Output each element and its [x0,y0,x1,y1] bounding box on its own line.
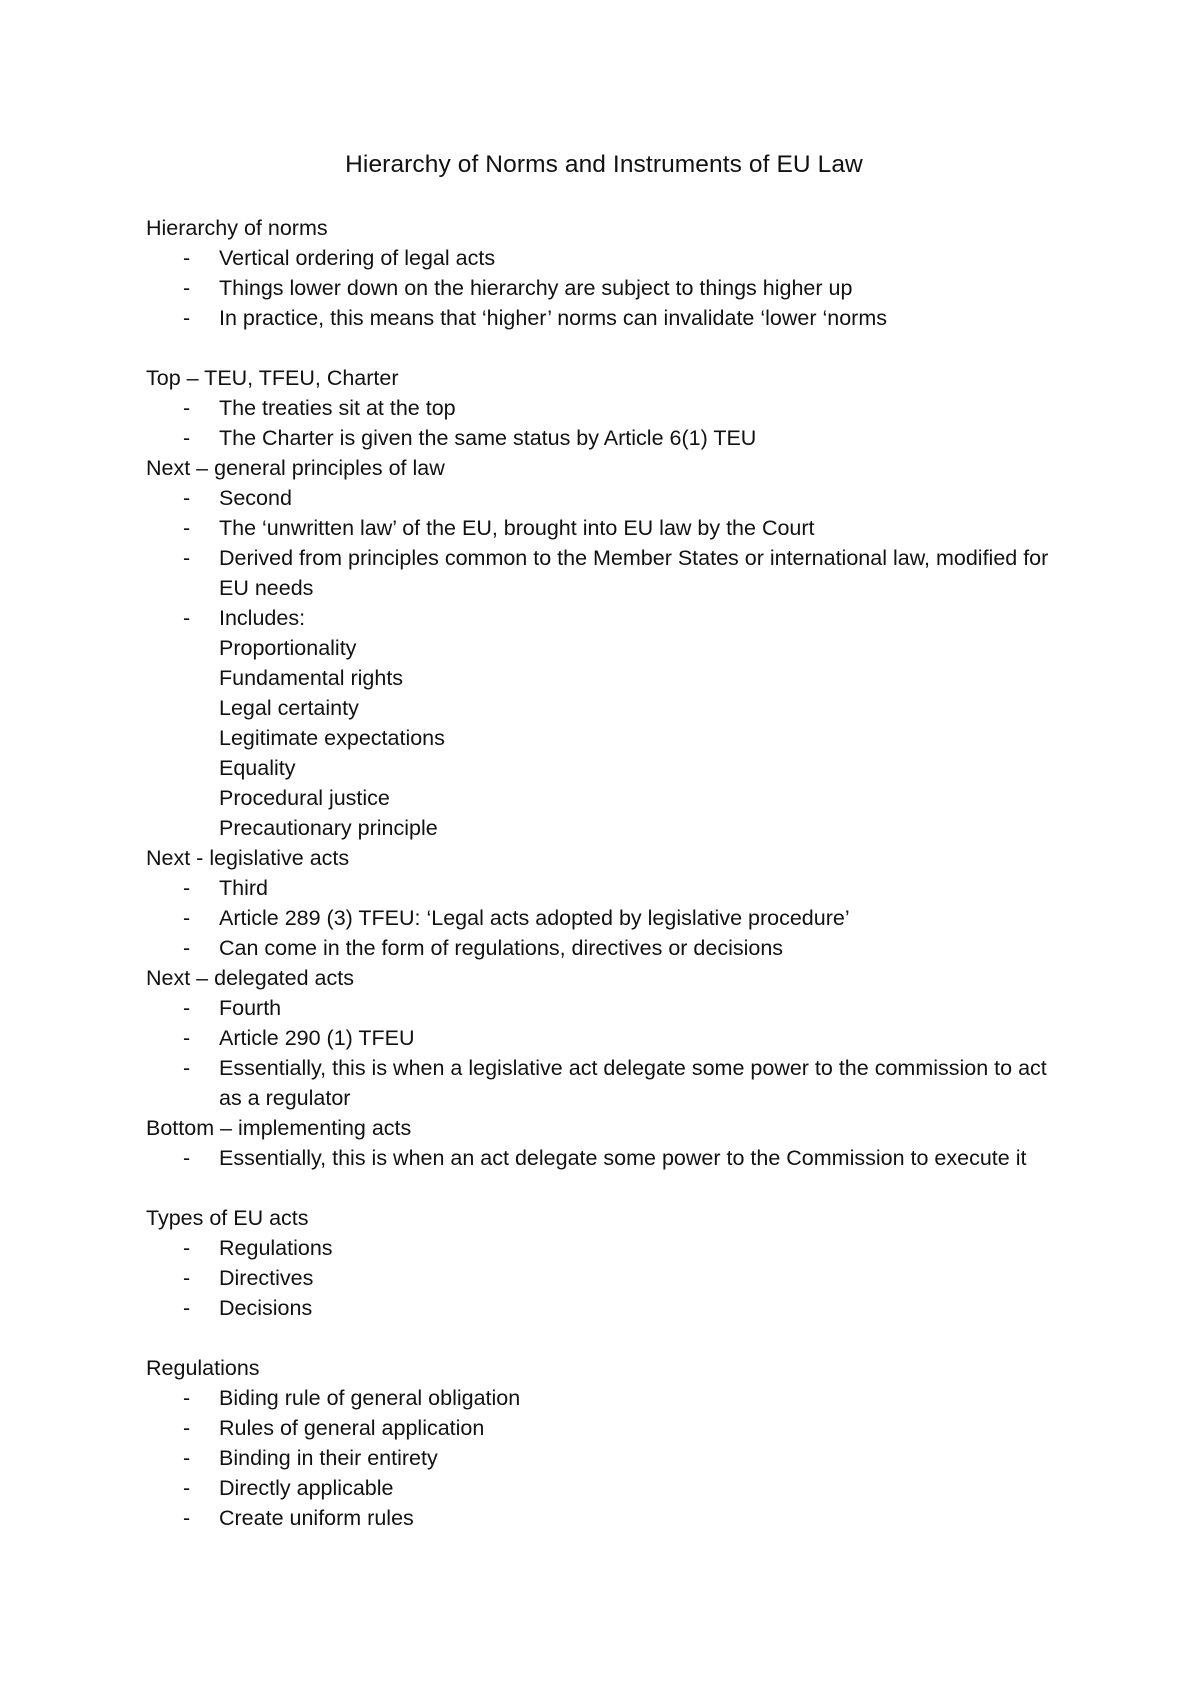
dash-bullet: - [183,1266,191,1290]
dash-bullet: - [183,1506,191,1530]
section-implementing-acts [146,1113,1080,1173]
dash-bullet: - [183,1236,191,1260]
list-item-text: Directly applicable [219,1476,394,1500]
dash-bullet: - [183,1416,191,1440]
list-item-text: Biding rule of general obligation [219,1386,521,1410]
bullet-list [146,1383,1080,1533]
bullet-list [146,243,1080,333]
list-item-text: The Charter is given the same status by Article 6(1) TEU [219,426,757,450]
dash-bullet: - [183,516,191,540]
section-heading: Types of EU acts [146,1206,309,1230]
bullet-list [146,393,1080,453]
list-item-text: Derived from principles common to the Member States or international law, modified for EU needs [219,546,1049,600]
bullet-list [146,873,1080,963]
section-types-of-eu-acts [146,1203,1080,1323]
list-item-text: The ‘unwritten law’ of the EU, brought into EU law by the Court [219,516,815,540]
includes-item: Equality [219,756,296,780]
dash-bullet: - [183,1026,191,1050]
list-item-text: Create uniform rules [219,1506,414,1530]
list-item [146,483,1080,513]
section-general-principles [146,453,1080,843]
list-item [146,273,1080,303]
list-item-text: Article 289 (3) TFEU: ‘Legal acts adopted by legislative procedure’ [219,906,850,930]
list-item-text: In practice, this means that ‘higher’ norms can invalidate ‘lower ‘norms [219,306,887,330]
list-item [146,423,1080,453]
list-item [146,1413,1080,1443]
list-item-text: Article 290 (1) TFEU [219,1026,415,1050]
dash-bullet: - [183,1446,191,1470]
list-item [146,303,1080,333]
list-item [146,543,1080,603]
dash-bullet: - [183,996,191,1020]
list-item-text: Directives [219,1266,314,1290]
includes-item: Legal certainty [219,696,359,720]
dash-bullet: - [183,1296,191,1320]
dash-bullet: - [183,606,191,630]
list-item-text: Includes: [219,606,306,630]
dash-bullet: - [183,936,191,960]
list-item [146,1293,1080,1323]
dash-bullet: - [183,276,191,300]
includes-item: Fundamental rights [219,666,404,690]
dash-bullet: - [183,246,191,270]
section-legislative-acts [146,843,1080,963]
dash-bullet: - [183,306,191,330]
list-item-text: Regulations [219,1236,333,1260]
section-heading: Top – TEU, TFEU, Charter [146,366,399,390]
list-item [146,603,1080,843]
section-heading: Next - legislative acts [146,846,350,870]
dash-bullet: - [183,1056,191,1080]
section-delegated-acts [146,963,1080,1113]
section-hierarchy-of-norms [146,213,1080,333]
dash-bullet: - [183,876,191,900]
dash-bullet: - [183,1146,191,1170]
dash-bullet: - [183,546,191,570]
list-item-text: Things lower down on the hierarchy are subject to things higher up [219,276,853,300]
list-item-text: Rules of general application [219,1416,485,1440]
includes-item: Precautionary principle [219,816,438,840]
list-item-text: Vertical ordering of legal acts [219,246,496,270]
section-heading: Next – delegated acts [146,966,354,990]
list-item-text: Decisions [219,1296,313,1320]
section-heading: Bottom – implementing acts [146,1116,412,1140]
list-item [146,993,1080,1023]
dash-bullet: - [183,486,191,510]
section-top [146,363,1080,453]
dash-bullet: - [183,396,191,420]
list-item [146,1383,1080,1413]
section-heading: Next – general principles of law [146,456,445,480]
page-title: Hierarchy of Norms and Instruments of EU Law [345,151,863,178]
list-item-text: Can come in the form of regulations, directives or decisions [219,936,784,960]
list-item [146,393,1080,423]
includes-list [219,633,1080,843]
list-item-text: Binding in their entirety [219,1446,438,1470]
dash-bullet: - [183,906,191,930]
list-item-text: Essentially, this is when a legislative act delegate some power to the commission to act as a regulator [219,1056,1047,1110]
bullet-list [146,1143,1080,1173]
section-regulations [146,1353,1080,1533]
list-item [146,243,1080,273]
dash-bullet: - [183,426,191,450]
list-item [146,1473,1080,1503]
list-item [146,513,1080,543]
list-item [146,933,1080,963]
list-item [146,1503,1080,1533]
list-item-text: Fourth [219,996,282,1020]
list-item [146,1053,1080,1113]
list-item-text: Third [219,876,268,900]
dash-bullet: - [183,1476,191,1500]
includes-item: Legitimate expectations [219,726,445,750]
bullet-list [146,1233,1080,1323]
bullet-list [146,993,1080,1113]
list-item-text: The treaties sit at the top [219,396,456,420]
list-item [146,1023,1080,1053]
list-item [146,873,1080,903]
list-item [146,1263,1080,1293]
list-item [146,1143,1080,1173]
includes-item: Procedural justice [219,786,390,810]
list-item [146,1443,1080,1473]
section-heading: Regulations [146,1356,260,1380]
dash-bullet: - [183,1386,191,1410]
list-item-text: Essentially, this is when an act delegate some power to the Commission to execute it [219,1146,1027,1170]
list-item [146,1233,1080,1263]
bullet-list [146,483,1080,843]
includes-item: Proportionality [219,636,357,660]
list-item [146,903,1080,933]
section-heading: Hierarchy of norms [146,216,328,240]
list-item-text: Second [219,486,292,510]
